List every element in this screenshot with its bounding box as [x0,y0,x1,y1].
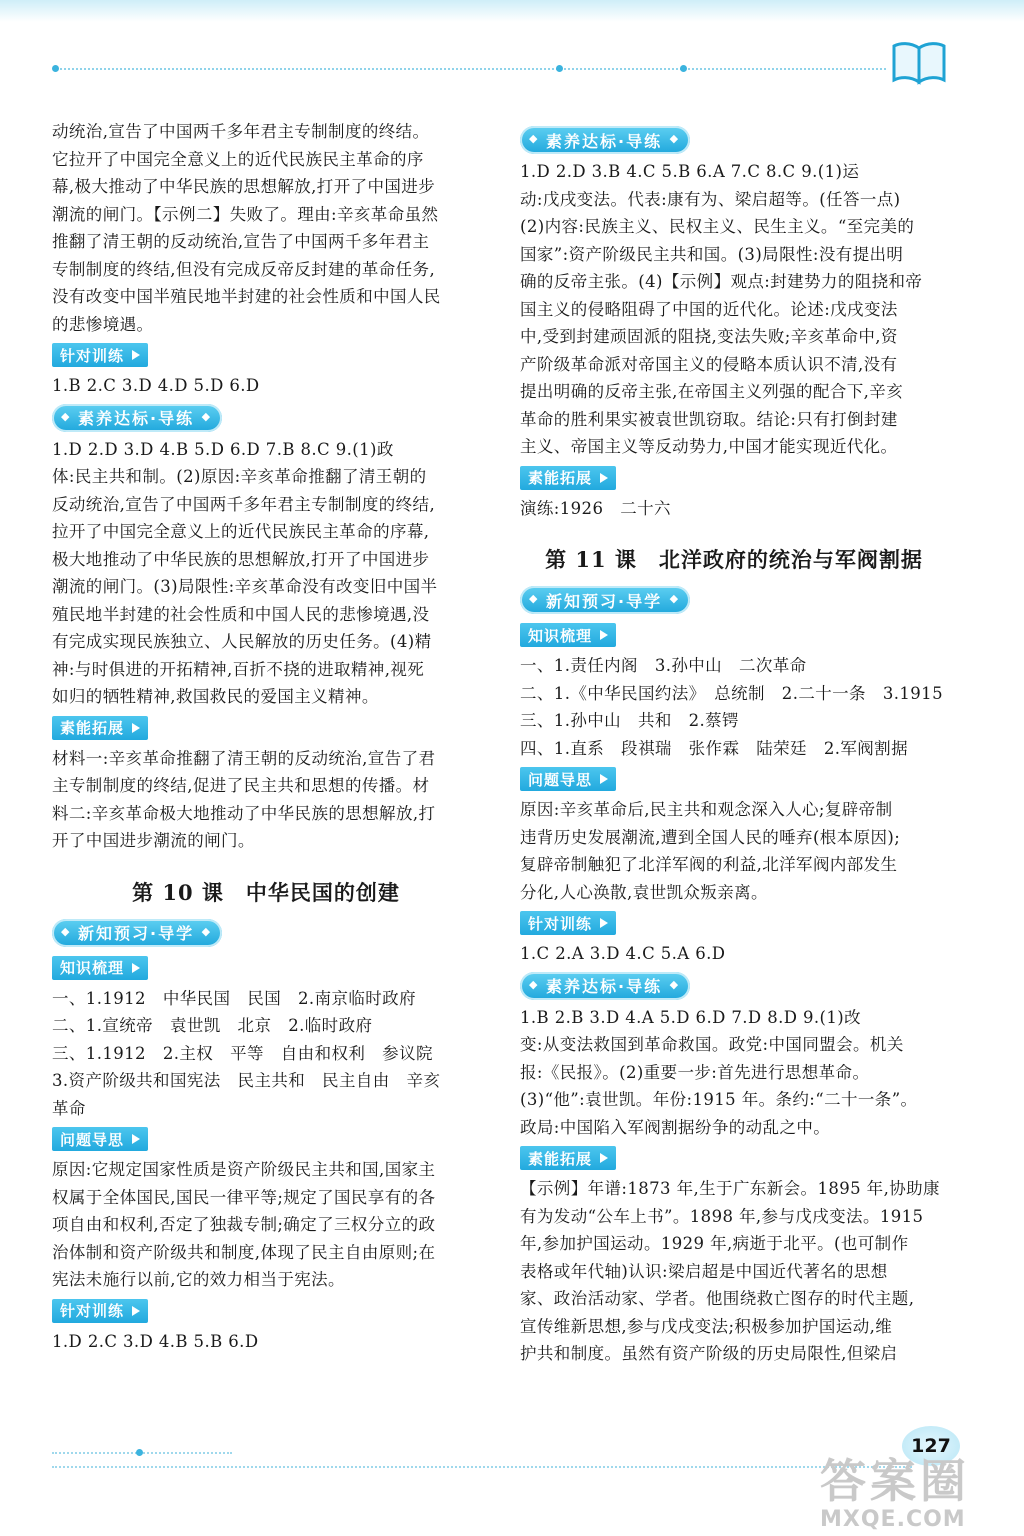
tag-question-guide: 问题导思 [52,1127,148,1151]
answer-line: 1.B 2.C 3.D 4.D 5.D 6.D [52,376,260,395]
left-column [52,118,480,1355]
ribbon-literacy-practice: ◆ 素养达标·导练 ◆ [52,404,222,432]
text-line: 国主义的侵略阻碍了中国的近代化。论述:戊戌变法 [520,299,898,319]
lesson-10-title: 第 10 课 中华民国的创建 [132,879,400,905]
text-line: 原因:它规定国家性质是资产阶级民主共和国,国家主 [52,1160,436,1179]
text-line: 的悲惨境遇。 [52,314,154,334]
tag-knowledge-review: 知识梳理 [52,956,148,980]
text-line: 有为发动“公车上书”。1898 年,参与戊戌变法。1915 [520,1206,924,1226]
text-line: 拉开了中国完全意义上的近代民族民主革命的序幕, [52,522,430,541]
footer-dot [136,1449,143,1456]
text-line: 分化,人心涣散,袁世凯众叛亲离。 [520,882,768,902]
text-line: 变:从变法救国到革命救国。政党:中国同盟会。机关 [520,1035,904,1054]
watermark [820,1455,1020,1535]
footer-dotted-rule-long [52,1466,912,1468]
text-line: 年,参加护国运动。1929 年,病逝于北平。(也可制作 [520,1234,909,1253]
answer-line: 1.C 2.A 3.D 4.C 5.A 6.D [520,944,726,963]
text-line: (2)内容:民族主义、民权主义、民生主义。“至完美的 [520,217,915,236]
ribbon-literacy-practice: ◆ 素养达标·导练 ◆ [520,972,690,1000]
header-dot-left [52,65,59,72]
page-number: 127 [902,1426,960,1466]
text-line: 一、1.责任内阁 3.孙中山 二次革命 [520,656,807,675]
text-line: 二、1.《中华民国约法》 总统制 2.二十一条 3.1915 [520,683,943,703]
text-line: 项自由和权利,否定了独裁专制;确定了三权分立的政 [52,1215,436,1234]
exercise-line: 演练:1926 二十六 [520,498,671,518]
tag-targeted-training: 针对训练 [52,1299,148,1323]
left-p2 [52,436,480,711]
text-line: 潮流的闸门。【示例二】失败了。理由:辛亥革命虽然 [52,204,439,224]
text-line: 神:与时俱进的开拓精神,百折不挠的进取精神,视死 [52,659,425,679]
tag-ability-extension: 素能拓展 [52,716,148,740]
text-line: 产阶级革命派对帝国主义的侵略本质认识不清,没有 [520,354,898,374]
tag-targeted-training: 针对训练 [52,343,148,367]
text-line: 有完成实现民族独立、人民解放的历史任务。(4)精 [52,632,432,651]
text-line: 【示例】年谱:1873 年,生于广东新会。1895 年,协助康 [520,1179,940,1198]
left-p4 [52,985,480,1123]
text-line: 开了中国进步潮流的闸门。 [52,831,255,850]
tag-ability-extension: 素能拓展 [520,1146,616,1170]
text-line: 治体制和资产阶级共和制度,体现了民主自由原则;在 [52,1242,436,1262]
text-line: 专制制度的终结,但没有完成反帝反封建的革命任务, [52,259,436,279]
header-dot-mid [556,65,563,72]
ribbon-preview-guide: ◆ 新知预习·导学 ◆ [520,586,690,614]
answer-line: 1.D 2.C 3.D 4.B 5.B 6.D [52,1331,259,1351]
watermark-logo-text: 答案圈 [820,1454,970,1508]
lesson-11-title: 第 11 课 北洋政府的统治与军阀割据 [545,547,923,572]
header-band [0,0,1024,22]
text-line: 提出明确的反帝主张,在帝国主义列强的配合下,辛亥 [520,382,904,401]
text-line: 1.B 2.B 3.D 4.A 5.D 6.D 7.D 8.D 9.(1)改 [520,1007,862,1027]
tag-knowledge-review: 知识梳理 [520,623,616,647]
text-line: 确的反帝主张。(4)【示例】观点:封建势力的阻挠和帝 [520,272,923,291]
text-line: 推翻了清王朝的反动统治,宣告了中国两千多年君主 [52,232,430,251]
text-line: 革命的胜利果实被袁世凯窃取。结论:只有打倒封建 [520,409,898,429]
text-line: (3)“他”:袁世凯。年份:1915 年。条约:“二十一条”。 [520,1090,918,1109]
text-line: 潮流的闸门。(3)局限性:辛亥革命没有改变旧中国半 [52,577,438,596]
text-line: 极大地推动了中华民族的思想解放,打开了中国进步 [52,549,430,569]
text-line: 1.D 2.D 3.B 4.C 5.B 6.A 7.C 8.C 9.(1)运 [520,162,860,181]
right-p1 [520,158,948,461]
text-line: 革命 [52,1098,86,1118]
book-icon [892,40,946,86]
text-line: 殖民地半封建的社会性质和中国人民的悲惨境遇,没 [52,604,430,624]
text-line: 表格或年代轴)认识:梁启超是中国近代著名的思想 [520,1261,888,1281]
text-line: 复辟帝制触犯了北洋军阀的利益,北洋军阀内部发生 [520,855,898,874]
left-p3 [52,745,480,855]
text-line: 二、1.宣统帝 袁世凯 北京 2.临时政府 [52,1016,373,1035]
right-p5 [520,1004,948,1142]
text-line: 料二:辛亥革命极大地推动了中华民族的思想解放,打 [52,803,436,823]
text-line: 家、政治活动家、学者。他围绕救亡图存的时代主题, [520,1289,915,1308]
left-p5 [52,1156,480,1294]
text-line: 动:戊戌变法。代表:康有为、梁启超等。(任答一点) [520,189,901,209]
right-p3 [520,652,948,762]
right-p6 [520,1175,948,1368]
text-line: 护共和制度。虽然有资产阶级的历史局限性,但梁启 [520,1344,898,1363]
watermark-url: MXQE.COM [820,1507,966,1532]
tag-targeted-training: 针对训练 [520,911,616,935]
text-line: 三、1.孙中山 共和 2.蔡锷 [520,711,739,730]
text-line: 动统治,宣告了中国两千多年君主专制制度的终结。 [52,122,430,141]
text-line: 没有改变中国半殖民地半封建的社会性质和中国人民 [52,287,441,306]
right-column [520,122,948,1368]
header-dotted-rule [56,68,886,70]
right-p4 [520,796,948,906]
text-line: 如归的牺牲精神,救国救民的爱国主义精神。 [52,687,379,706]
text-line: 宣传维新思想,参与戊戌变法;积极参加护国运动,维 [520,1316,893,1336]
text-line: 3.资产阶级共和国宪法 民主共和 民主自由 辛亥 [52,1071,441,1090]
text-line: 反动统治,宣告了中国两千多年君主专制制度的终结, [52,494,436,514]
text-line: 主义、帝国主义等反动势力,中国才能实现近代化。 [520,437,898,456]
text-line: 幕,极大推动了中华民族的思想解放,打开了中国进步 [52,177,436,196]
text-line: 报:《民报》。(2)重要一步:首先进行思想革命。 [520,1062,870,1082]
ribbon-literacy-practice: ◆ 素养达标·导练 ◆ [520,126,690,154]
text-line: 原因:辛亥革命后,民主共和观念深入人心;复辟帝制 [520,800,893,819]
text-line: 一、1.1912 中华民国 民国 2.南京临时政府 [52,988,416,1008]
text-line: 中,受到封建顽固派的阻挠,变法失败;辛亥革命中,资 [520,327,898,346]
text-line: 国家”:资产阶级民主共和国。(3)局限性:没有提出明 [520,244,904,264]
left-p1 [52,118,480,338]
text-line: 1.D 2.D 3.D 4.B 5.D 6.D 7.B 8.C 9.(1)政 [52,439,394,459]
text-line: 三、1.1912 2.主权 平等 自由和权利 参议院 [52,1043,433,1063]
text-line: 它拉开了中国完全意义上的近代民族民主革命的序 [52,149,424,169]
text-line: 主专制制度的终结,促进了民主共和思想的传播。材 [52,776,430,795]
header-dot-right [680,65,687,72]
ribbon-preview-guide: ◆ 新知预习·导学 ◆ [52,919,222,947]
text-line: 宪法未施行以前,它的效力相当于宪法。 [52,1270,345,1289]
tag-ability-extension: 素能拓展 [520,466,616,490]
text-line: 政局:中国陷入军阀割据纷争的动乱之中。 [520,1117,831,1137]
text-line: 四、1.直系 段祺瑞 张作霖 陆荣廷 2.军阀割据 [520,738,908,758]
text-line: 违背历史发展潮流,遭到全国人民的唾弃(根本原因); [520,827,901,847]
text-line: 材料一:辛亥革命推翻了清王朝的反动统治,宣告了君 [52,748,436,768]
text-line: 体:民主共和制。(2)原因:辛亥革命推翻了清王朝的 [52,467,427,486]
text-line: 权属于全体国民,国民一律平等;规定了国民享有的各 [52,1187,436,1207]
tag-question-guide: 问题导思 [520,767,616,791]
